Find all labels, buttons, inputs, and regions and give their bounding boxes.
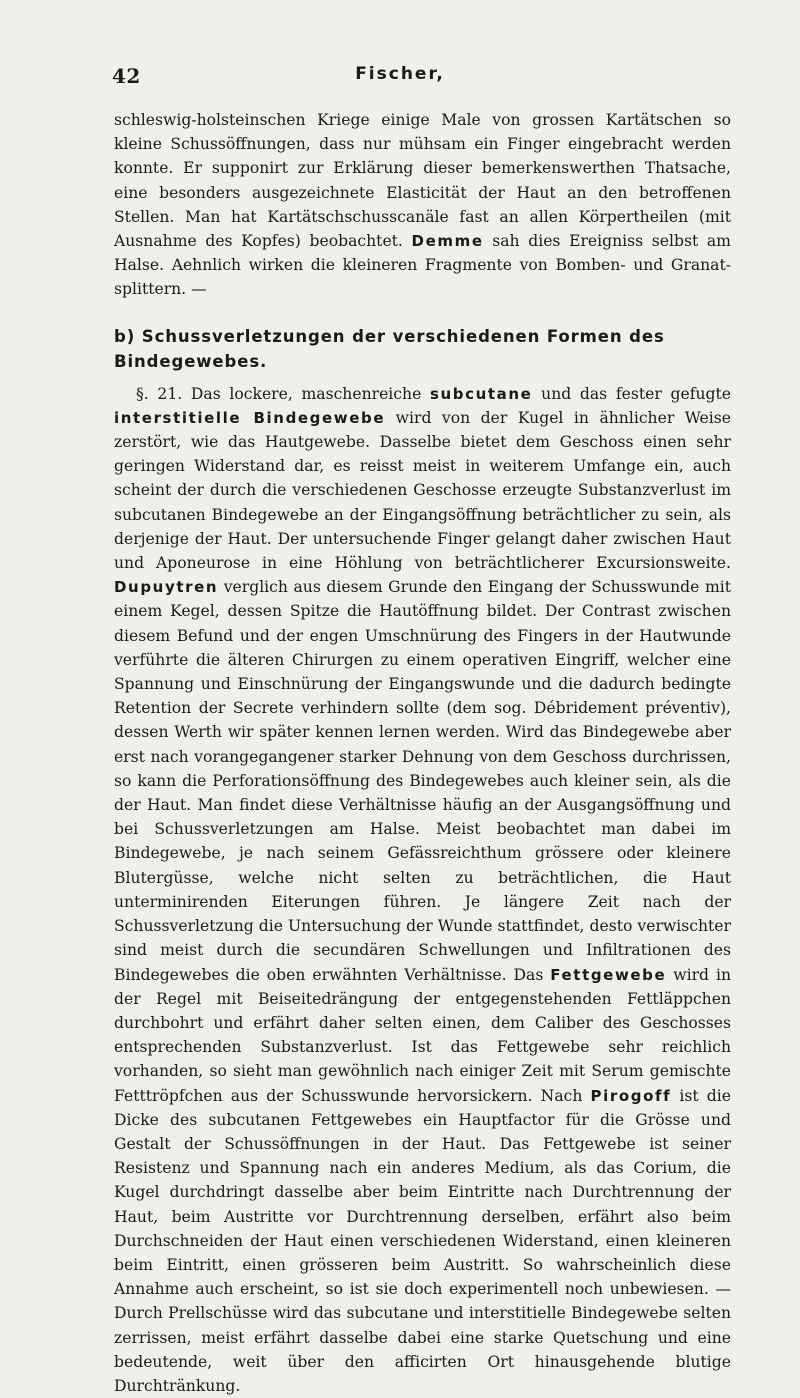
p2-s5: wird in der Regel mit Beiseitedrängung der entgegenstehenden Fettläppchen durchbohrt und erfährt daher selten einen, dem Caliber des Geschosses entsprechenden Substanzverlust. Ist das Fettgewebe sehr reichlich vorhanden, so sieht man gewöhnlich nach einiger Zeit mit Serum gemischte Fetttröpfchen aus der Schusswunde hervorsickern. Nach	[114, 965, 731, 1105]
term-subcutane: subcutane	[430, 384, 533, 403]
running-head: Fischer,	[355, 64, 445, 84]
page-body	[114, 108, 731, 1398]
author-name-pirogoff: Pirogoff	[590, 1086, 672, 1105]
paragraph1-text: schleswig-holsteinschen Kriege einige Male von grossen Kartätschen so kleine Schussöffnungen, dass nur mühsam ein Finger eingebracht werden konnte. Er supponirt zur Erklärung dieser bemerkenswerthen Thatsache, eine besonders ausgezeichnete Elasticität der Haut an den betroffenen Stellen. Man hat Kartätschschusscanäle fast an allen Körpertheilen (mit Ausnahme des Kopfes) beobachtet.	[114, 111, 731, 251]
page-number: 42	[112, 64, 141, 88]
p2-s4: verglich aus diesem Grunde den Eingang der Schusswunde mit einem Kegel, dessen Spitze die Hautöffnung bildet. Der Contrast zwischen diesem Befund und der engen Umschnürung des Fingers in der Hautwunde verführte die älteren Chirurgen zu einem operativen Eingriff, welcher eine Spannung und Einschnürung der Eingangswunde und die dadurch bedingte Retention der Secrete verhindern sollte (dem sog. Débridement préventiv), dessen Werth wir später kennen lernen werden. Wird das Bindegewebe aber erst nach vorangegangener starker Dehnung von dem Geschoss durchrissen, so kann die Perforationsöffnung des Bindegewebes auch kleiner sein, als die der Haut. Man findet diese Verhältnisse häufig an der Ausgangsöffnung und bei Schussverletzungen am Halse. Meist beobachtet man dabei im Bindegewebe, je nach seinem Gefässreichthum grössere oder kleinere Blutergüsse, welche nicht selten zu beträchtlichen, die Haut unterminirenden Eiterungen führen. Je längere Zeit nach der Schussverletzung die Untersuchung der Wunde stattfindet, desto verwischter sind meist durch die secundären Schwellungen und Infiltrationen des Bindegewebes die oben erwähnten Verhältnisse. Das	[114, 578, 731, 984]
p2-s6: ist die Dicke des subcutanen Fettgewebes ein Hauptfactor für die Grösse und Gestalt der Schussöffnungen in der Haut. Das Fettgewebe ist seiner Resistenz und Spannung nach ein anderes Medium, als das Corium, die Kugel durchdringt dasselbe aber beim Eintritte nach Durchtrennung der Haut, beim Austritte vor Durchtrennung derselben, erfährt also beim Durchschneiden der Haut einen verschiedenen Widerstand, einen kleineren beim Eintritt, einen grösseren beim Austritt. So wahrscheinlich diese Annahme auch erscheint, so ist sie doch experimentell noch unbewiesen. — Durch Prellschüsse wird das subcutane und interstitielle Bindegewebe selten zerrissen, meist erfährt dasselbe dabei eine starke Quetschung und eine bedeutende, weit über den afficirten Ort hinausgehende blutige Durchtränkung.	[114, 1086, 731, 1395]
paragraph-continuation	[114, 108, 731, 302]
p2-s2: und das fester gefugte	[541, 384, 731, 403]
term-interstitielle-bindegewebe: interstitielle Bindegewebe	[114, 408, 386, 427]
p2-s1: §. 21. Das lockere, maschenreiche	[136, 384, 422, 403]
paragraph1-rest: sah dies Ereigniss selbst am Halse. Aehnlich wirken die kleineren Fragmente von Bomben- und Granat-splittern. —	[114, 232, 731, 299]
term-fettgewebe: Fettgewebe	[550, 965, 667, 984]
page-header	[0, 64, 800, 92]
paragraph-section-21	[114, 382, 731, 1398]
author-name-dupuytren: Dupuytren	[114, 578, 219, 597]
section-heading: b) Schussverletzungen der verschiedenen Formen des Bindegewebes.	[114, 326, 665, 371]
author-name-demme: Demme	[411, 232, 484, 251]
p2-s3: wird von der Kugel in ähnlicher Weise zerstört, wie das Hautgewebe. Dasselbe bietet dem Geschoss einen sehr geringen Widerstand dar, es reisst meist in weiterem Umfange ein, auch scheint der durch die verschiedenen Geschosse erzeugte Substanzverlust im subcutanen Bindegewebe an der Eingangsöffnung beträchtlicher zu sein, als derjenige der Haut. Der untersuchende Finger gelangt daher zwischen Haut und Aponeurose in eine Höhlung von beträchtlicherer Excursionsweite.	[114, 408, 731, 573]
